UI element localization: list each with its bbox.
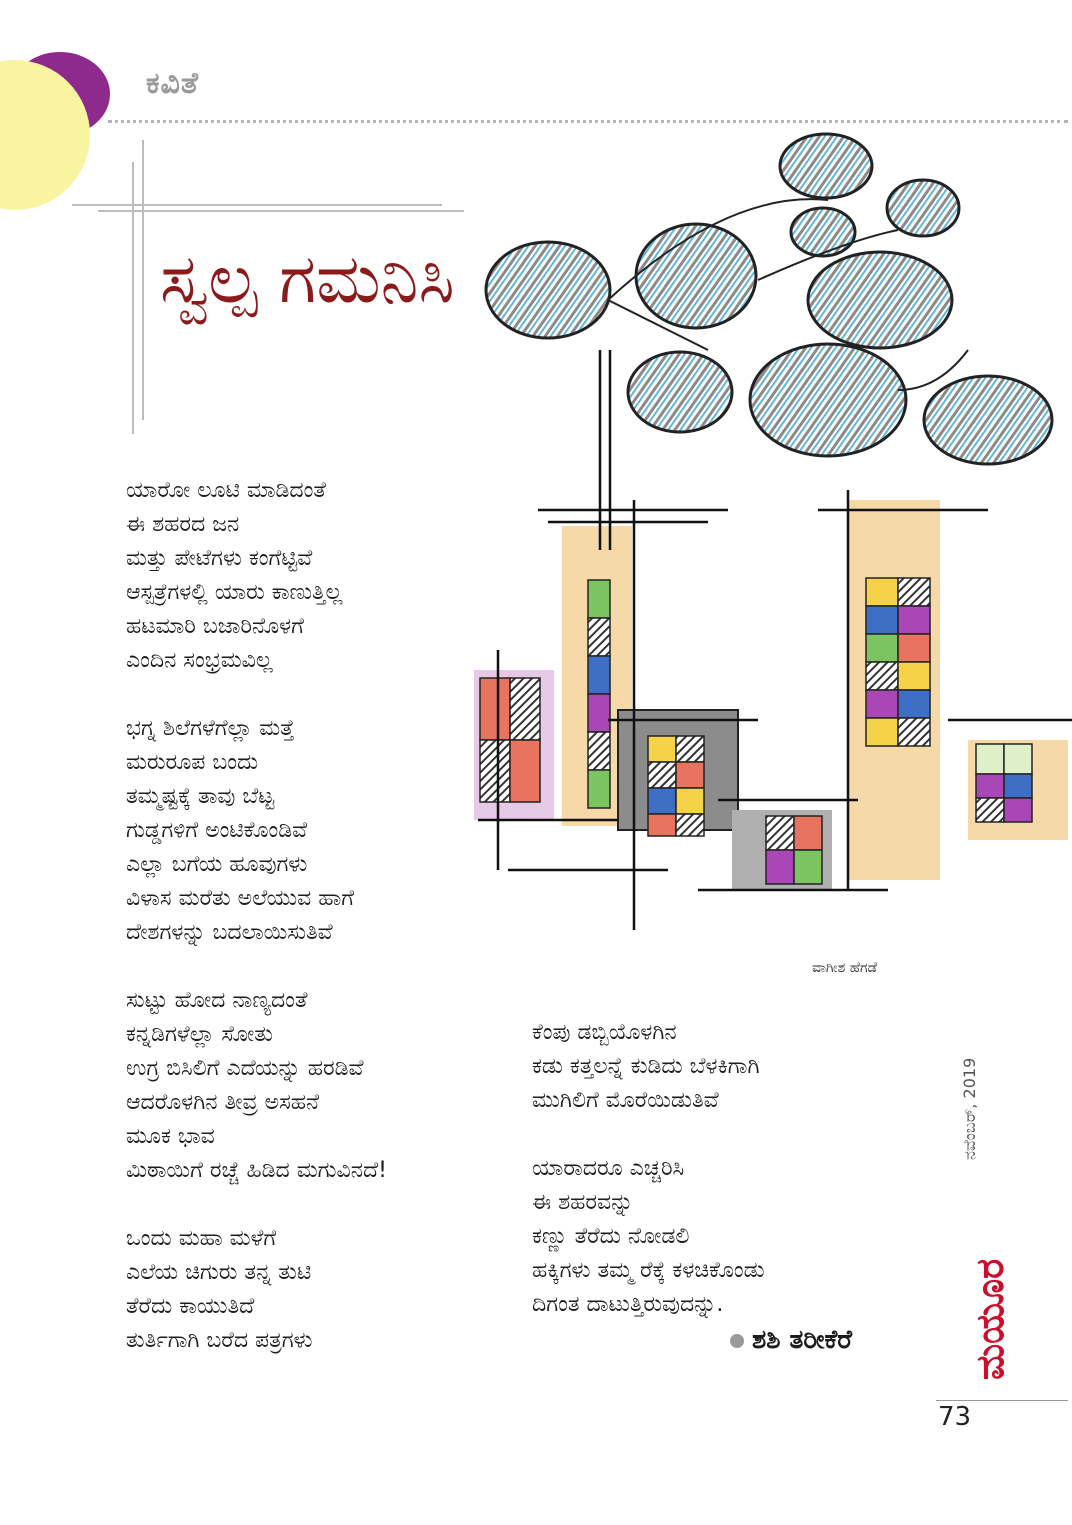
footer-divider [936, 1400, 1068, 1401]
illustration-credit: ವಾಗೀಶ ಹೆಗಡೆ [812, 960, 878, 976]
poem-column-right [532, 1016, 912, 1356]
issue-date: ನವೆಂಬರ್, 2019 [960, 1057, 979, 1160]
stanza: ಸುಟ್ಟು ಹೋದ ನಾಣ್ಯದಂತೆ ಕನ್ನಡಿಗಳೆಲ್ಲಾ ಸೋತು ಉಗ್ರ ಬಿಸಿಲಿಗೆ ಎದೆಯನ್ನು ಹರಡಿವೆ ಆದರೊಳಗಿನ ತೀವ್ರ ಅಸಹನೆ ಮೂಕ ಭಾವ ಮಿಠಾಯಿಗೆ ರಚ್ಚೆ ಹಿಡಿದ ಮಗುವಿನದೆ! [126, 988, 387, 1183]
page-number: 73 [938, 1402, 972, 1432]
section-label: ಕವಿತೆ [146, 66, 199, 101]
title-frame-line [72, 204, 442, 206]
stanza: ಕೆಂಪು ಡಬ್ಬಿಯೊಳಗಿನ ಕಡು ಕತ್ತಲನ್ನೆ ಕುಡಿದು ಬೆಳಕಿಗಾಗಿ ಮುಗಿಲಿಗೆ ಮೊರೆಯಿಡುತಿವೆ [532, 1020, 760, 1113]
stanza: ಒಂದು ಮಹಾ ಮಳೆಗೆ ಎಲೆಯ ಚಿಗುರು ತನ್ನ ತುಟಿ ತೆರೆದು ಕಾಯುತಿದೆ ತುರ್ತಿಗಾಗಿ ಬರೆದ ಪತ್ರಗಳು [126, 1226, 313, 1353]
city-illustration [468, 130, 1072, 940]
title-frame-line [132, 162, 134, 434]
stanza: ಯಾರಾದರೂ ಎಚ್ಚರಿಸಿ ಈ ಶಹರವನ್ನು ಕಣ್ಣು ತೆರೆದು ನೋಡಲಿ ಹಕ್ಕಿಗಳು ತಮ್ಮ ರೆಕ್ಕೆ ಕಳಚಿಕೊಂಡು ದಿಗಂತ ದಾಟುತ್ತಿರುವುದನ್ನು. [532, 1156, 765, 1317]
poem-title: ಸ್ವಲ್ಪ ಗಮನಿಸಿ [160, 240, 455, 319]
magazine-logo: ಮಯೂರ [968, 1258, 1012, 1380]
poem-column-left [126, 474, 506, 1392]
stanza: ಭಗ್ನ ಶಿಲೆಗಳೆಗೆಲ್ಲಾ ಮತ್ತೆ ಮರುರೂಪ ಬಂದು ತಮ್ಮಷ್ಟಕ್ಕೆ ತಾವು ಬೆಟ್ಟ ಗುಡ್ಡಗಳಿಗೆ ಅಂಟಿಕೊಂಡಿವೆ ಎಲ್ಲಾ ಬಗೆಯ ಹೂವುಗಳು ವಿಳಾಸ ಮರೆತು ಅಲೆಯುವ ಹಾಗೆ ದೇಶಗಳನ್ನು ಬದಲಾಯಿಸುತಿವೆ [126, 716, 355, 945]
author-byline [730, 1325, 852, 1356]
author-name: ಶಶಿ ತರೀಕೆರೆ [752, 1325, 853, 1355]
title-frame-line [98, 210, 464, 212]
bullet-icon [730, 1334, 744, 1348]
stanza: ಯಾರೋ ಲೂಟಿ ಮಾಡಿದಂತೆ ಈ ಶಹರದ ಜನ ಮತ್ತು ಪೇಟೆಗಳು ಕಂಗೆಟ್ಟಿವೆ ಆಸ್ಪತ್ರೆಗಳಲ್ಲಿ ಯಾರು ಕಾಣುತ್ತಿಲ್ಲ ಹಟಮಾರಿ ಬಜಾರಿನೊಳಗೆ ಎಂದಿನ ಸಂಭ್ರಮವಿಲ್ಲ [126, 478, 343, 673]
dotted-divider [108, 120, 1068, 123]
title-frame-line [142, 140, 144, 420]
